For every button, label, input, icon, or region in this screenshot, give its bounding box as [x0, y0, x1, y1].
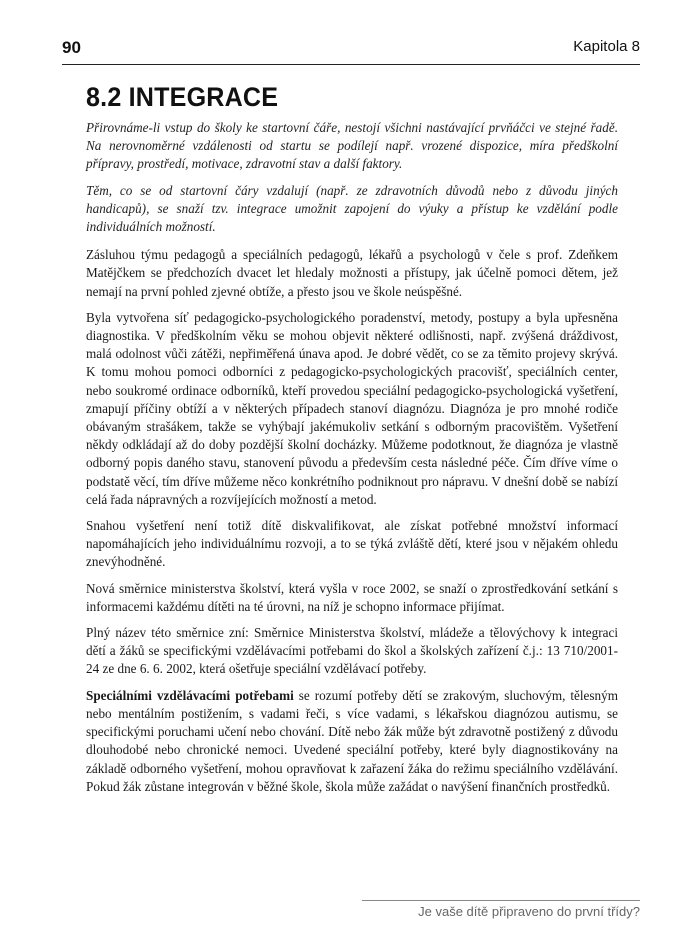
body-paragraph: Byla vytvořena síť pedagogicko-psychologického poradenství, metody, postupy a byla upřesněna diagnostika. V předškolním věku se mohou objevit některé odlišnosti, např. zvýšená dráždivost, malá odolnost vůči zátěži, nepřiměřená únava apod. Je dobré vědět, co se za těmito projevy skrývá. K tomu mohou pomoci odborníci z pedagogicko-psychologických pracovišť, speciálních center, nebo soukromé ordinace odborníků, kteří provedou speciální pedagogicko-psychologická vyšetření, zmapují příčiny obtíží a v některých případech stanoví diagnózu. Diagnóza je pro mnohé rodiče obávaným strašákem, takže se vyhýbají jakémukoliv setkání s odborným pracovištěm. Vyšetření někdy odkládají až do doby pozdější školní docházky. Můžeme podotknout, že diagnóza je vlastně odborný popis daného stavu, stanovení původu a především cesta následné péče. Čím dříve víme o podstatě věcí, tím dříve můžeme něco konkrétního podniknout pro nápravu. V dnešní době se nabízí celá řada nápravných a rozvíjejících možností a metod. — [86, 309, 618, 507]
page-number: 90 — [62, 38, 81, 57]
book-title: Je vaše dítě připraveno do první třídy? — [418, 904, 640, 919]
body-paragraph: Nová směrnice ministerstva školství, která vyšla v roce 2002, se snaží o zprostředkování setkání s informacemi každému dítěti na té úrovni, na níž je schopno informace přijímat. — [86, 580, 618, 614]
definition-text: se rozumí potřeby dětí se zrakovým, sluchovým, tělesným nebo mentálním postižením, s vadami řeči, s více vadami, s lékařskou diagnózou autismu, se specifickými poruchami učení nebo chování. Dítě nebo žák může být zdravotně postižený z důvodu dlouhodobé nebo chronické nemoci. Uvedené speciální potřeby, které byly diagnostikovány na základě odborného vyšetření, mohou opravňovat k zařazení žáka do režimu speciálního vzdělávání. Pokud žák zůstane integrován v běžné škole, škola může zažádat o navýšení finančních prostředků. — [86, 687, 618, 794]
running-header — [62, 36, 640, 65]
section-title: 8.2 INTEGRACE — [86, 82, 279, 112]
body-paragraph: Snahou vyšetření není totiž dítě diskvalifikovat, ale získat potřebné množství informací napomáhajících jeho individuálnímu rozvoji, a to se týká zvláště dětí, které jsou v nějakém ohledu znevýhodněné. — [86, 518, 618, 570]
definition-paragraph — [86, 687, 618, 796]
intro-paragraph: Přirovnáme-li vstup do školy ke startovní čáře, nestojí všichni nastávající prvňáčci ve stejné řadě. Na nerovnoměrné vzdálenosti od startu se podílejí např. vrozené dispozice, míra předškolní přípravy, prostředí, motivace, zdravotní stav a další faktory. — [86, 120, 618, 172]
body-paragraph: Plný název této směrnice zní: Směrnice Ministerstva školství, mládeže a tělovýchovy k integraci dětí a žáků se specifickými vzdělávacími potřebami do škol a školských zařízení č.j.: 13 710/2001-24 ze dne 6. 6. 2002, která ošetřuje speciální vzdělávací potřeby. — [86, 625, 618, 677]
intro-paragraph: Těm, co se od startovní čáry vzdalují (např. ze zdravotních důvodů nebo z důvodu jiných handicapů), se snaží tzv. integrace umožnit zapojení do výuky a přístup ke vzdělání podle individuálních možností. — [86, 182, 618, 235]
running-footer — [362, 900, 640, 923]
body-paragraph: Zásluhou týmu pedagogů a speciálních pedagogů, lékařů a psychologů v čele s prof. Zdeňkem Matějčkem se předchozích dvacet let hledaly možnosti a přístupy, jak účelně pomoci dětem, jež nemají na první pohled zjevné obtíže, a přesto jsou ve škole neúspěšné. — [86, 247, 618, 299]
chapter-label: Kapitola 8 — [573, 38, 640, 55]
page-body — [86, 82, 618, 804]
definition-term: Speciálními vzdělávacími potřebami — [86, 687, 294, 703]
